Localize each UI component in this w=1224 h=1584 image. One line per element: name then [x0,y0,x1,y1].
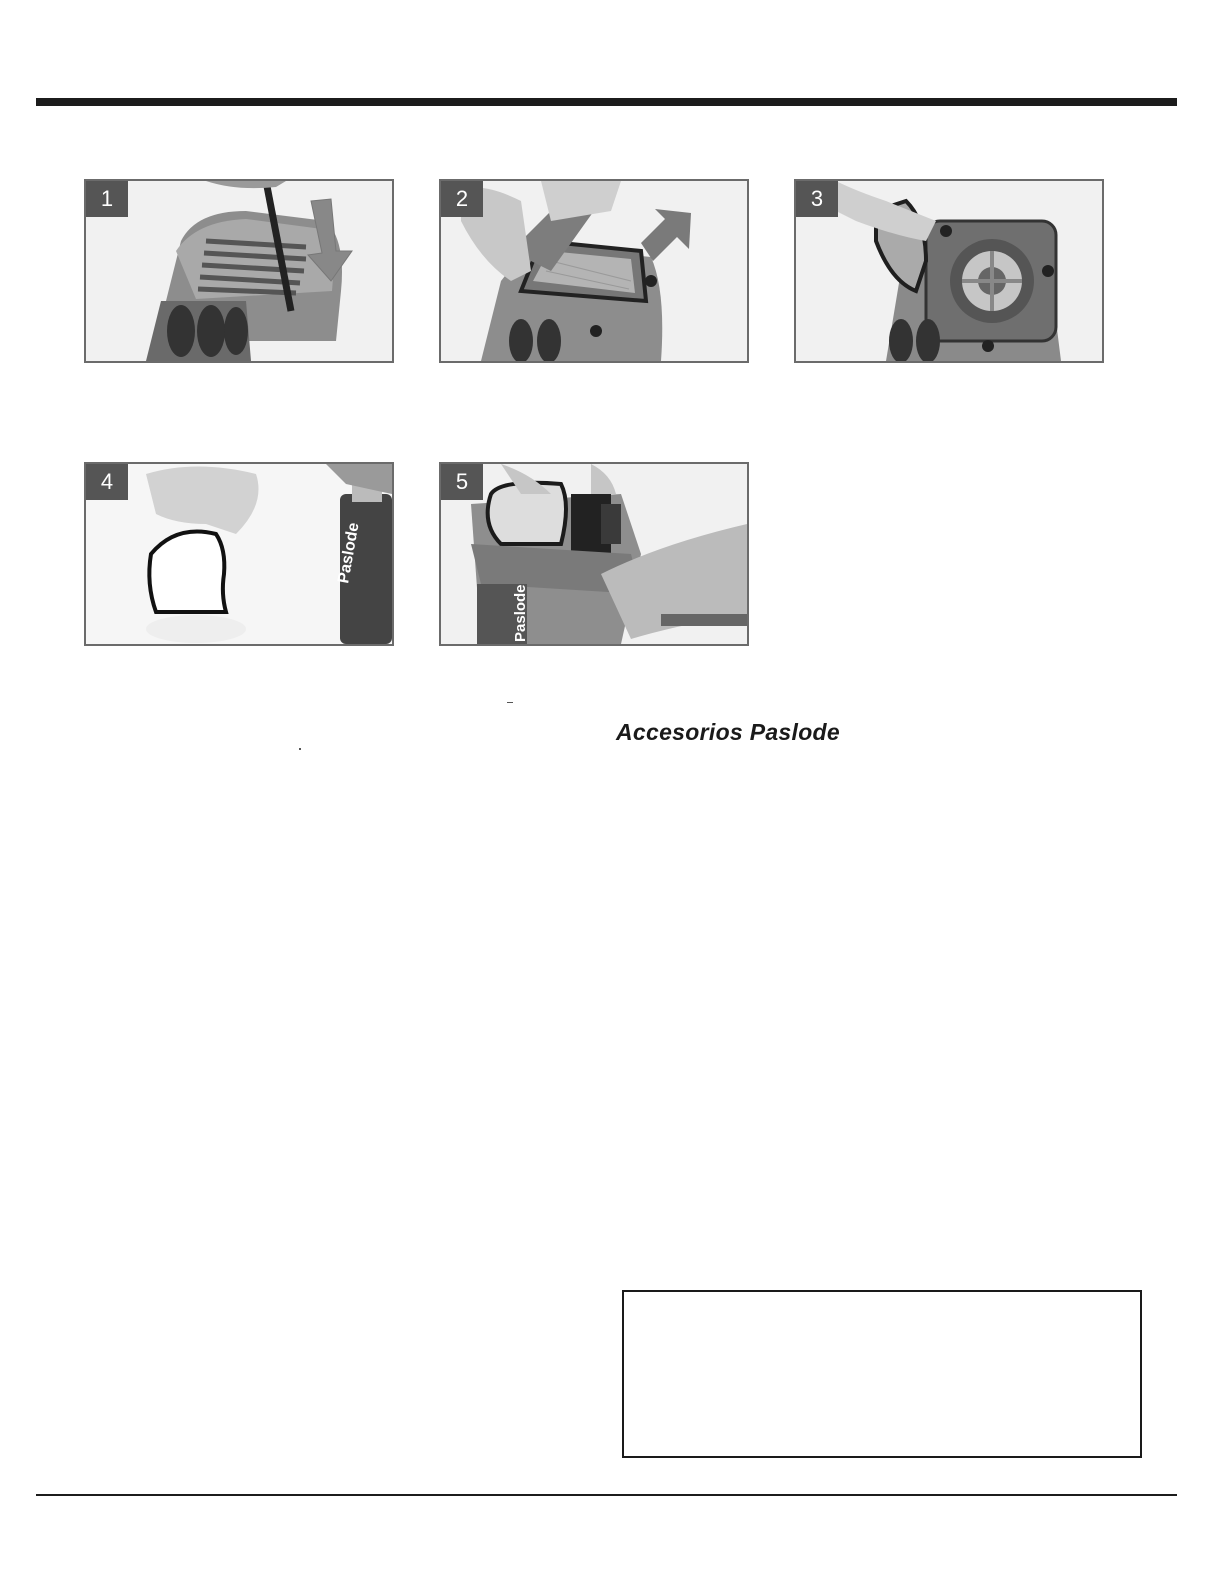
filter-removal-image [796,181,1102,361]
step-number-badge: 3 [796,181,838,217]
scan-speck [507,702,513,703]
step-number-badge: 4 [86,464,128,500]
step-number-badge: 2 [441,181,483,217]
cap-reinstall-image [441,464,747,644]
step-5-photo [439,462,749,646]
filter-cleaning-image [86,464,392,644]
accessories-heading: Accesorios Paslode [616,719,841,745]
cap-removal-image [441,181,747,361]
header-rule [36,98,1177,106]
step-1-photo [84,179,394,363]
step-number-badge: 5 [441,464,483,500]
tool-brand-label: Paslode [512,584,529,642]
notice-box [622,1290,1142,1458]
footer-rule [36,1494,1177,1496]
tool-cap-screwdriver-image [86,181,392,361]
can-brand-label: Paslode [335,521,363,585]
step-3-photo [794,179,1104,363]
step-2-photo [439,179,749,363]
step-4-photo [84,462,394,646]
step-number-badge: 1 [86,181,128,217]
scan-speck [299,748,301,750]
